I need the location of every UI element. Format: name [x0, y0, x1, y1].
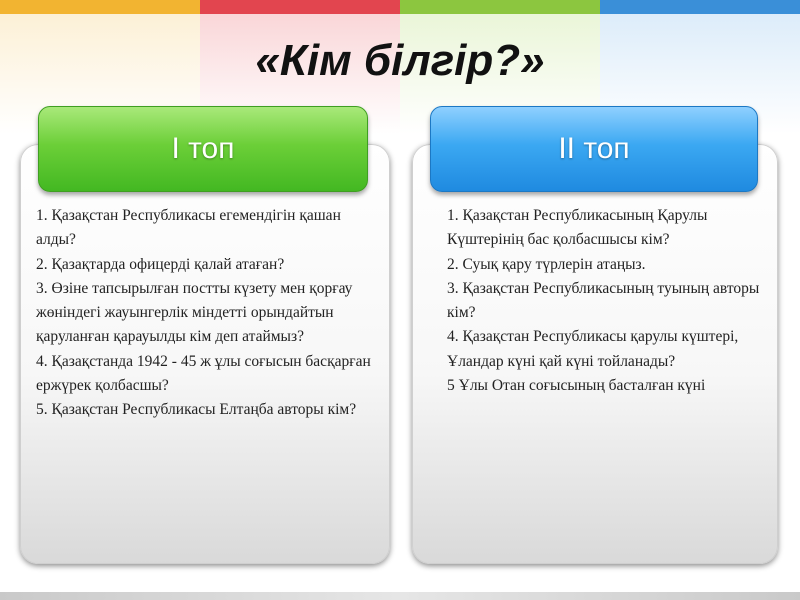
question-item: 4. Қазақстанда 1942 - 45 ж ұлы соғысын басқарған ержүрек қолбасшы?: [36, 352, 371, 395]
top-strip-blue: [600, 0, 800, 14]
question-item: 3. Қазақстан Республикасының туының авторы кім?: [447, 279, 760, 322]
bottom-bar: [0, 592, 800, 600]
group-2-question-list: [447, 204, 769, 398]
question-item: 2. Суық қару түрлерін атаңыз.: [447, 255, 646, 273]
question-item: 1. Қазақстан Республикасы егемендігін қашан алды?: [36, 207, 341, 249]
question-item: 3. Өзіне тапсырылған постты күзету мен қорғау жөніндегі жауынгерлік міндетті орындайтын қаруланған қарауылды кім деп атаймыз?: [36, 279, 353, 346]
slide-title: «Кім білгір?»: [255, 36, 545, 85]
top-strip-orange: [0, 0, 200, 14]
question-item: 2. Қазақтарда офицерді қалай атаған?: [36, 255, 285, 273]
group-1-question-list: [36, 204, 382, 423]
group-1-header: І топ: [38, 106, 368, 192]
question-item: 5. Қазақстан Республикасы Елтаңба авторы кім?: [36, 401, 357, 419]
top-strip-red: [200, 0, 400, 14]
top-strip-green: [400, 0, 600, 14]
question-item: 4. Қазақстан Республикасы қарулы күштері, Ұландар күні қай күні тойланады?: [447, 328, 739, 370]
group-2-header: ІІ топ: [430, 106, 758, 192]
question-item: 1. Қазақстан Республикасының Қарулы Күштерінің бас қолбасшысы кім?: [447, 207, 708, 249]
question-item: 5 Ұлы Отан соғысының басталған күні: [447, 377, 706, 395]
